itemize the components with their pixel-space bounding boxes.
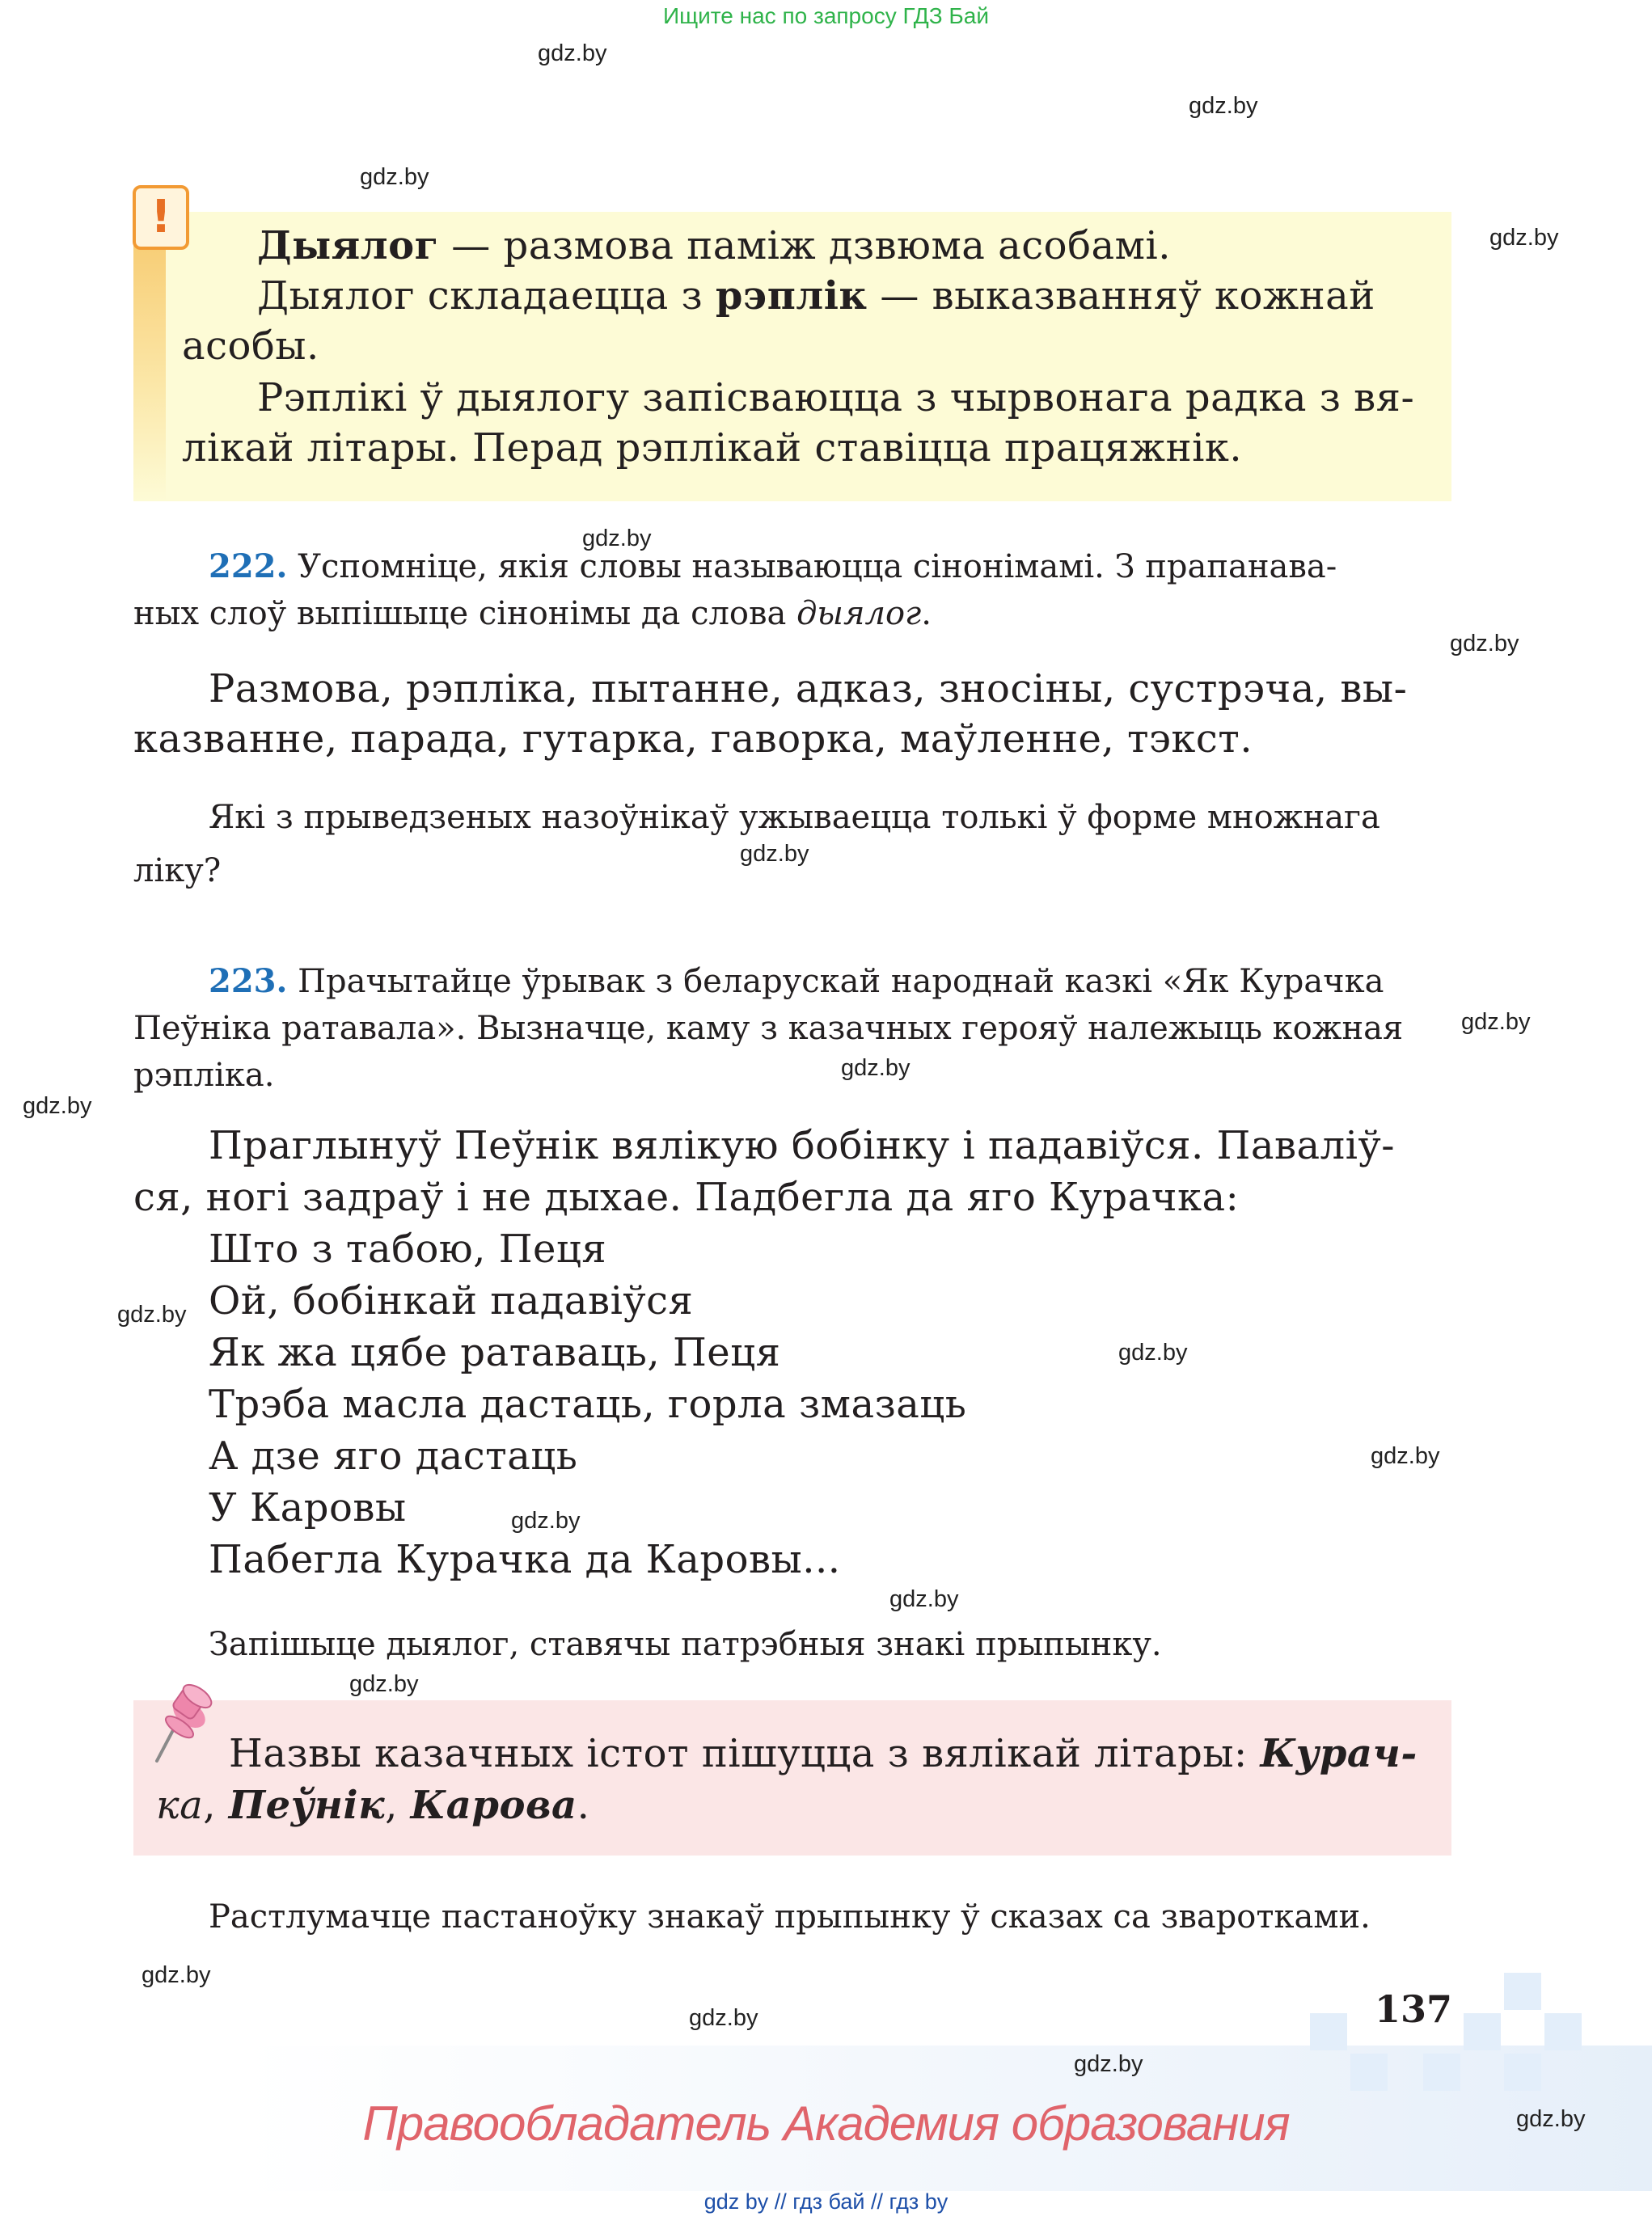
watermark: gdz.by [1450,631,1519,657]
exercise-number: 223. [209,962,288,1000]
top-banner: Ищите нас по запросу ГДЗ Бай [662,3,990,28]
deco-square [1423,2054,1460,2091]
watermark: gdz.by [117,1302,187,1328]
rule-line: Рэплікі ў дыялогу запісваюцца з чырвонага радка з вя- [257,375,1415,420]
pushpin-icon [147,1680,220,1765]
rule-line: Дыялог складаецца з рэплік — выказванняў кожнай [257,273,1375,319]
rule-line: Дыялог — размова паміж дзвюма асобамі. [257,223,1172,268]
exercise-223-task: Запішыце дыялог, ставячы патрэбныя знакі прыпынку. [209,1626,1162,1663]
exercise-instruction: 223. Прачытайце ўрывак з беларускай народнай казкі «Як Курачка [209,962,1384,1000]
term-replik: рэплік [715,273,868,319]
deco-square [1544,2013,1582,2050]
footer-links[interactable]: gdz by // гдз бай // гдз by [703,2189,949,2214]
page-number: 137 [1375,1987,1453,2031]
watermark: gdz.by [841,1055,911,1081]
final-task: Растлумачце пастаноўку знакаў прыпынку ў сказах са зваротками. [209,1898,1371,1936]
watermark: gdz.by [1189,93,1258,119]
exercise-number: 222. [209,547,288,585]
story-line: Што з табою, Пеця [209,1226,607,1272]
watermark: gdz.by [142,1962,211,1988]
deco-square [1504,1973,1541,2010]
watermark: gdz.by [538,40,607,66]
rule-line: лікай літары. Перад рэплікай ставіцца працяжнік. [182,425,1243,471]
watermark: gdz.by [1371,1443,1440,1469]
exercise-instruction: ных слоў выпішыце сінонімы да слова дыялог. [133,595,932,632]
deco-square [1310,2013,1347,2050]
deco-square [1350,2054,1388,2091]
exclamation-icon: ! [133,185,189,250]
watermark: gdz.by [1074,2051,1143,2077]
story-line: Ой, бобінкай падавіўся [209,1278,694,1324]
watermark: gdz.by [23,1093,92,1119]
watermark: gdz.by [740,841,809,867]
story-line: ся, ногі задраў і не дыхае. Падбегла да яго Курачка: [133,1175,1240,1220]
rule-line: асобы. [182,323,319,369]
watermark: gdz.by [1118,1340,1188,1366]
story-line: А дзе яго дастаць [209,1433,578,1479]
watermark: gdz.by [511,1508,581,1534]
deco-square [1464,2013,1501,2050]
watermark: gdz.by [889,1586,959,1612]
watermark: gdz.by [349,1671,419,1697]
story-line: Пабегла Курачка да Каровы... [209,1537,841,1582]
story-line: У Каровы [209,1485,407,1530]
watermark: gdz.by [1461,1009,1531,1035]
exercise-instruction: 222. Успомніце, якія словы называюцца сінонімамі. З прапанава- [209,547,1337,585]
watermark: gdz.by [360,164,429,190]
story-line: Праглынуў Пеўнік вялікую бобінку і падавіўся. Паваліў- [209,1123,1395,1168]
deco-square [1504,2054,1541,2091]
rule-box-strip [133,212,166,501]
rights-holder: Правообладатель Академия образования [362,2096,1290,2151]
watermark: gdz.by [582,526,652,551]
story-line: Трэба масла дастаць, горла змазаць [209,1382,967,1427]
story-line: Як жа цябе ратаваць, Пеця [209,1330,781,1375]
term-dyyalog: Дыялог [257,223,439,268]
watermark: gdz.by [1489,225,1559,251]
watermark: gdz.by [1516,2106,1586,2132]
watermark: gdz.by [689,2005,758,2031]
